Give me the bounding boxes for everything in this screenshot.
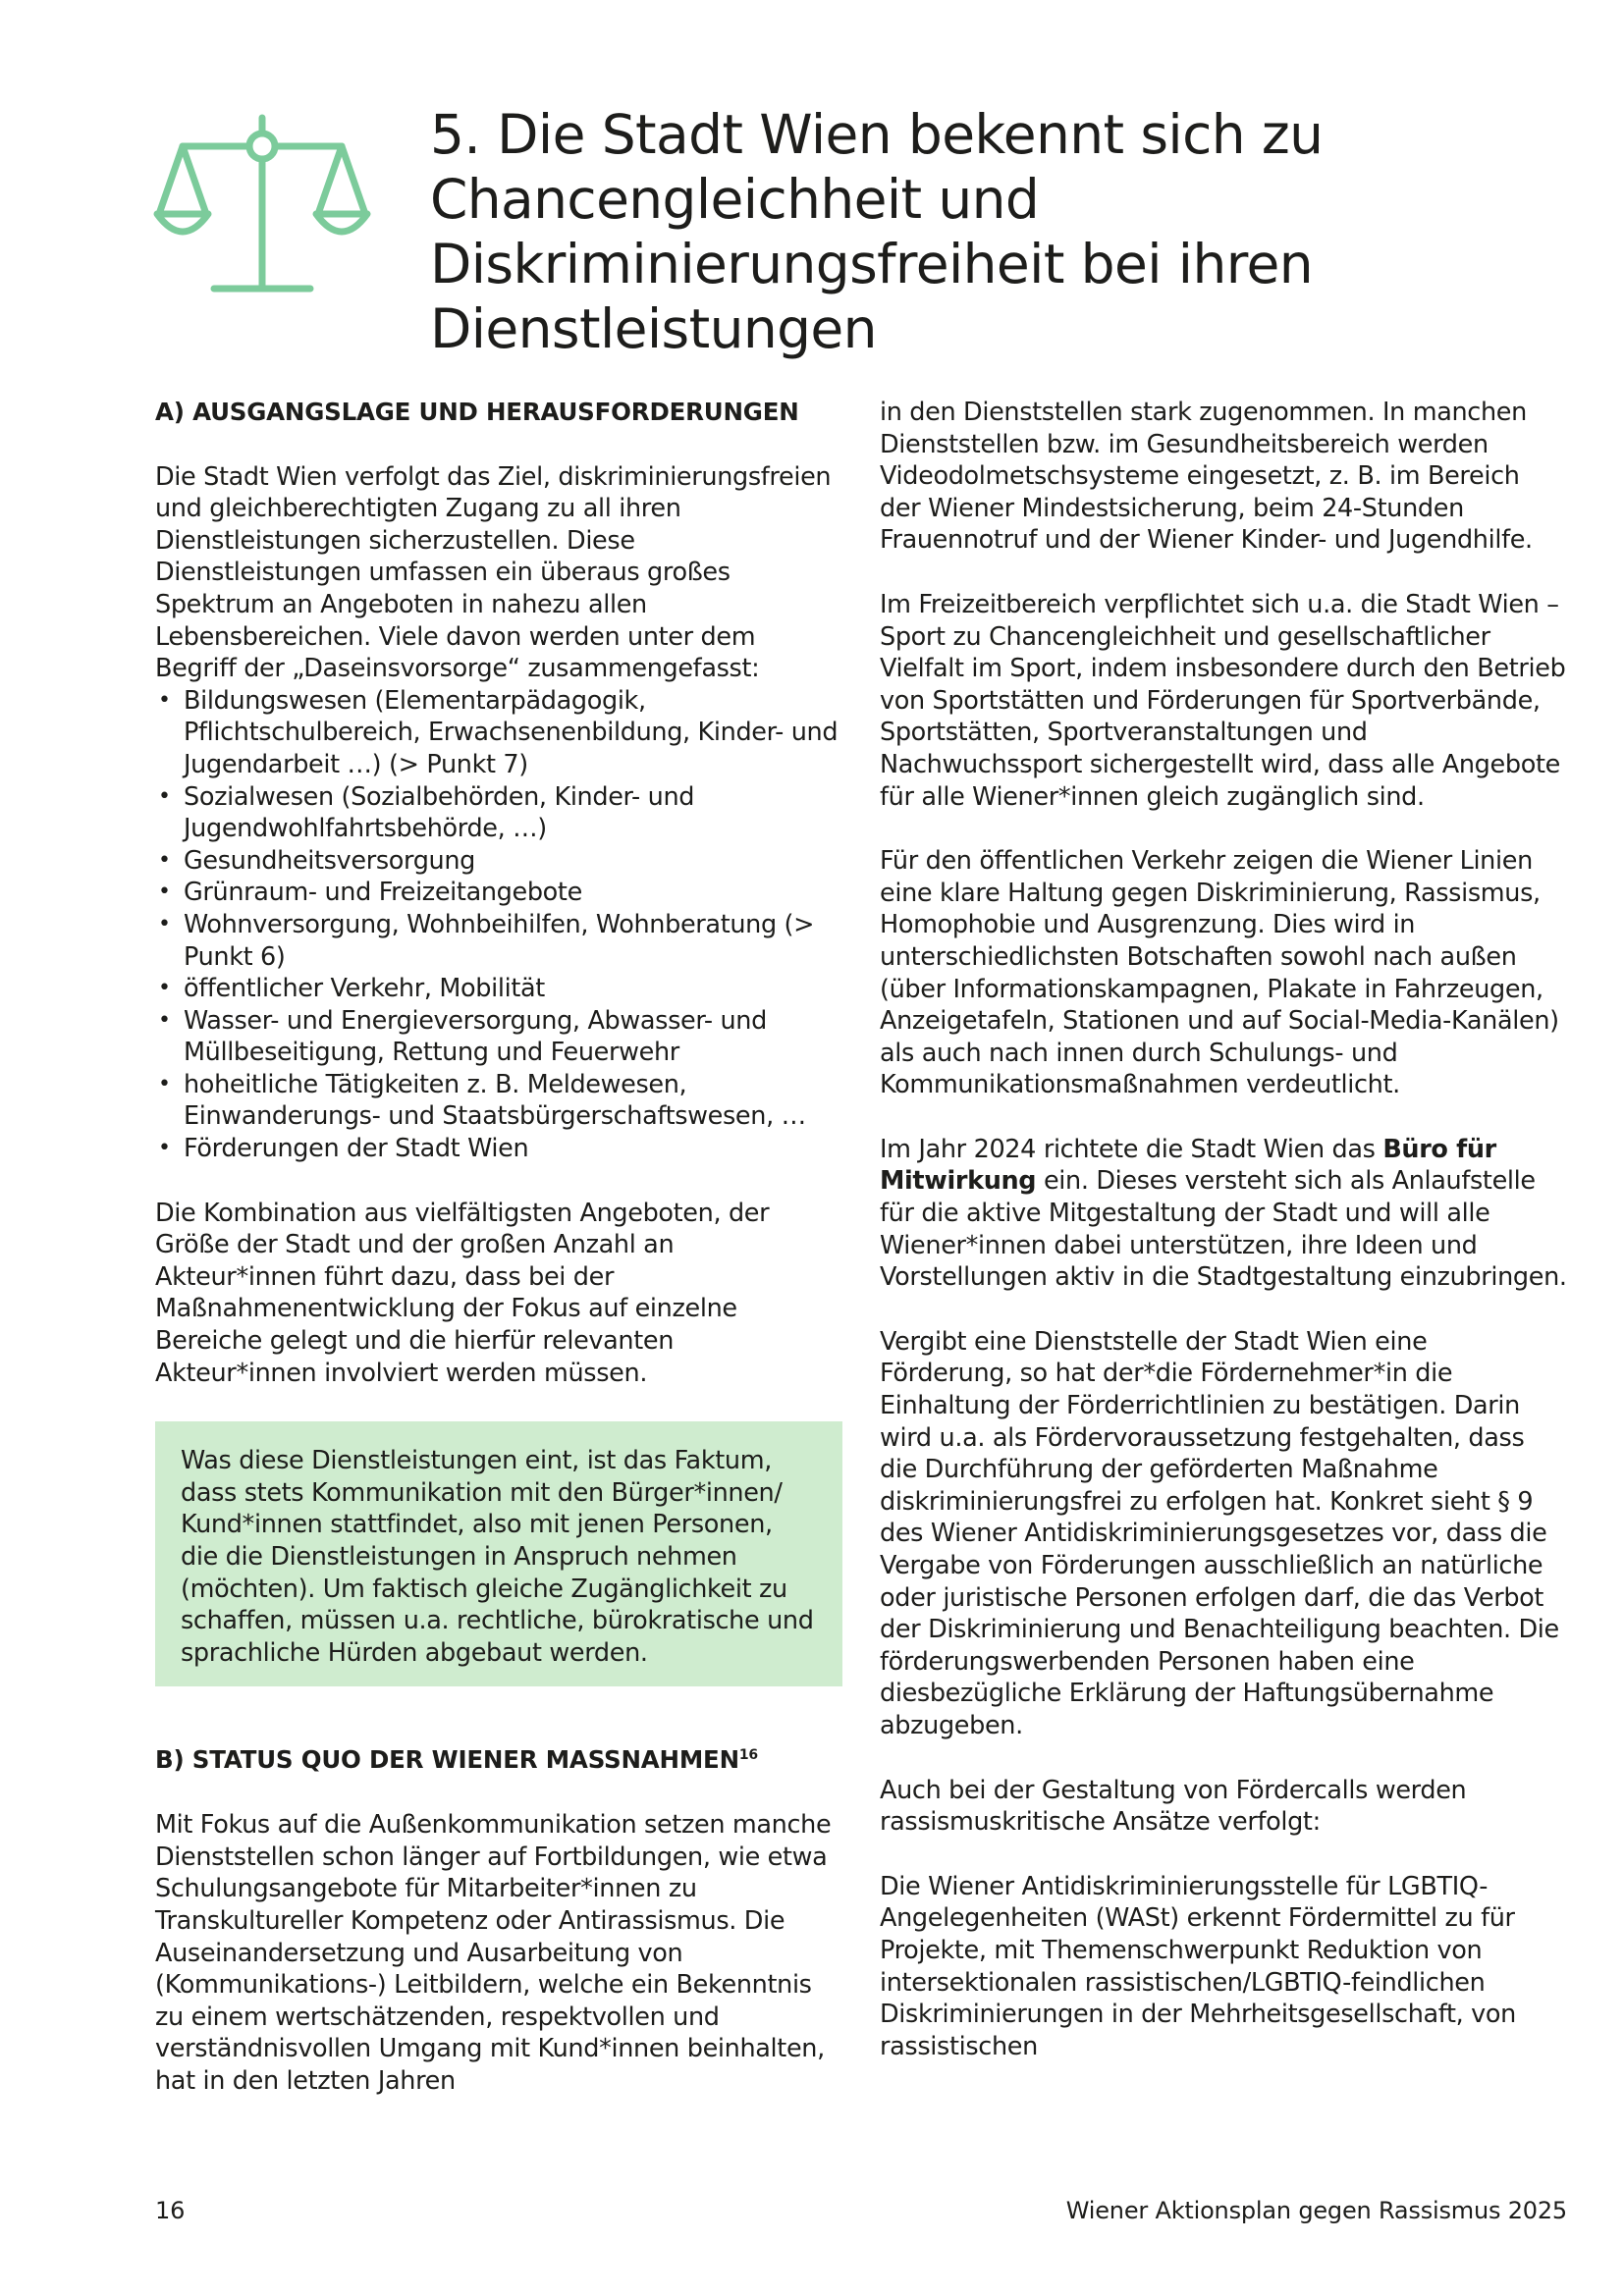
right-column [880,397,1567,2095]
left-column [155,397,842,2129]
list-item: • Gesundheitsversorgung [155,845,842,878]
combination-paragraph: Die Kombination aus vielfältigsten Angeboten, der Größe der Stadt und der großen Anzahl an Akteur*innen führt dazu, dass bei der Maßnahmenentwicklung der Fokus auf einzelne Bereiche gelegt und die hierfür relevanten Akteur*innen involviert werden müssen. [155,1198,770,1388]
participation-text-before: Im Jahr 2024 richtete die Stadt Wien das [880,1134,1383,1164]
list-item: • öffentlicher Verkehr, Mobilität [155,973,842,1005]
page-number: 16 [155,2197,186,2224]
paragraph-sport: Im Freizeitbereich verpflichtet sich u.a. die Stadt Wien – Sport zu Chancengleichheit und gesellschaftlicher Vielfalt im Sport, indem insbesondere durch den Betrieb von Sportstätten und Förderungen für Sportverbände, Sportstätten, Sportveranstaltungen und Nachwuchssport sichergestellt wird, dass alle Angebote für alle Wiener*innen gleich zugänglich sind. [880,589,1566,812]
paragraph-public-transport: Für den öffentlichen Verkehr zeigen die Wiener Linien eine klare Haltung gegen Diskriminierung, Rassismus, Homophobie und Ausgrenzung. Dies wird in unterschiedlichsten Botschaften sowohl nach außen (über Informationskampagnen, Plakate in Fahrzeugen, Anzeigetafeln, Stationen und auf Social-Media-Kanälen) als auch nach innen durch Schulungs- und Kommunikationsmaßnahmen verdeutlicht. [880,846,1559,1100]
section-heading-b [155,1739,842,1777]
intro-paragraph: Die Stadt Wien verfolgt das Ziel, diskriminierungsfreien und gleichberechtigten Zugang zu all ihren Dienstleistungen sicherzustellen. Diese Dienstleistungen umfassen ein überaus großes Spektrum an Angeboten in nahezu allen Lebensbereichen. Viele davon werden unter dem Begriff der „Daseinsvorsorge“ zusammengefasst: [155,461,832,684]
list-item: • Sozialwesen (Sozialbehörden, Kinder- und Jugendwohlfahrtsbehörde, …) [155,781,842,845]
highlight-box [155,1421,842,1686]
paragraph-funding-calls: Auch bei der Gestaltung von Fördercalls werden rassismuskritische Ansätze verfolgt: [880,1775,1467,1838]
section-heading-b-text: B) STATUS QUO DER WIENER MASSNAHMEN [155,1745,739,1775]
section-heading-a: A) AUSGANGSLAGE UND HERAUSFORDERUNGEN [155,398,799,426]
list-item: • Bildungswesen (Elementarpädagogik, Pflichtschulbereich, Erwachsenenbildung, Kinder- und Jugendarbeit …) (> Punkt 7) [155,685,842,781]
scales-of-justice-icon [153,114,371,300]
services-list [155,685,842,1165]
status-paragraph: Mit Fokus auf die Außenkommunikation setzen manche Dienststellen schon länger auf Fortbildungen, wie etwa Schulungsangebote für Mitarbeiter*innen zu Transkultureller Kompetenz oder Antirassismus. Die Auseinandersetzung und Ausarbeitung von (Kommunikations-) Leitbildern, welche ein Bekenntnis zu einem wertschätzenden, respektvollen und verständnisvollen Umgang mit Kund*innen beinhalten, hat in den letzten Jahren [155,1810,832,2096]
publication-title: Wiener Aktionsplan gegen Rassismus 2025 [1065,2197,1567,2224]
page-title: 5. Die Stadt Wien bekennt sich zu Chancengleichheit und Diskriminierungsfreiheit bei ihren Dienstleistungen [430,103,1324,360]
list-item: • Förderungen der Stadt Wien [155,1133,842,1165]
paragraph-wast: Die Wiener Antidiskriminierungsstelle für LGBTIQ-Angelegenheiten (WASt) erkennt Fördermittel zu für Projekte, mit Themenschwerpunkt Reduktion von intersektionalen rassistischen/LGBTIQ-feindlichen Diskriminierungen in der Mehrheitsgesellschaft, von rassistischen [880,1871,1516,2061]
paragraph-funding: Vergibt eine Dienststelle der Stadt Wien eine Förderung, so hat der*die Fördernehmer*in die Einhaltung der Förderrichtlinien zu bestätigen. Darin wird u.a. als Fördervoraussetzung festgehalten, dass die Durchführung der geförderten Maßnahme diskriminierungsfrei zu erfolgen hat. Konkret sieht § 9 des Wiener Antidiskriminierungsgesetzes vor, dass die Vergabe von Förderungen ausschließlich an natürliche oder juristische Personen erfolgen darf, die das Verbot der Diskriminierung und Benachteiligung beachten. Die förderungswerbenden Personen haben eine diesbezügliche Erklärung der Haftungsübernahme abzugeben. [880,1326,1559,1740]
participation-text-after: ein. Dieses versteht sich als Anlaufstelle für die aktive Mitgestaltung der Stadt und will alle Wiener*innen dabei unterstützen, ihre Ideen und Vorstellungen aktiv in die Stadtgestaltung einzubringen. [880,1166,1567,1293]
list-item: • Wasser- und Energieversorgung, Abwasser- und Müllbeseitigung, Rettung und Feuerwehr [155,1005,842,1069]
paragraph-participation-office [880,1134,1567,1294]
participation-office-name: Büro für Mitwirkung [880,1134,1496,1197]
footnote-marker: 16 [738,1747,758,1764]
paragraph-video-interpreting: in den Dienststellen stark zugenommen. In manchen Dienststellen bzw. im Gesundheitsbereich werden Videodolmetschsysteme eingesetzt, z. B. im Bereich der Wiener Mindestsicherung, beim 24-Stunden Frauennotruf und der Wiener Kinder- und Jugendhilfe. [880,398,1533,556]
list-item: • Grünraum- und Freizeitangebote [155,877,842,909]
highlight-box-text: Was diese Dienstleistungen eint, ist das Faktum, dass stets Kommunikation mit den Bürger*innen/ Kund*innen stattfindet, also mit jenen Personen, die die Dienstleistungen in Anspruch nehmen (möchten). Um faktisch gleiche Zugänglichkeit zu schaffen, müssen u.a. rechtliche, bürokratische und sprachliche Hürden abgebaut werden. [181,1446,814,1668]
list-item: • Wohnversorgung, Wohnbeihilfen, Wohnberatung (> Punkt 6) [155,909,842,973]
list-item: • hoheitliche Tätigkeiten z. B. Meldewesen, Einwanderungs- und Staatsbürgerschaftswesen, … [155,1069,842,1133]
